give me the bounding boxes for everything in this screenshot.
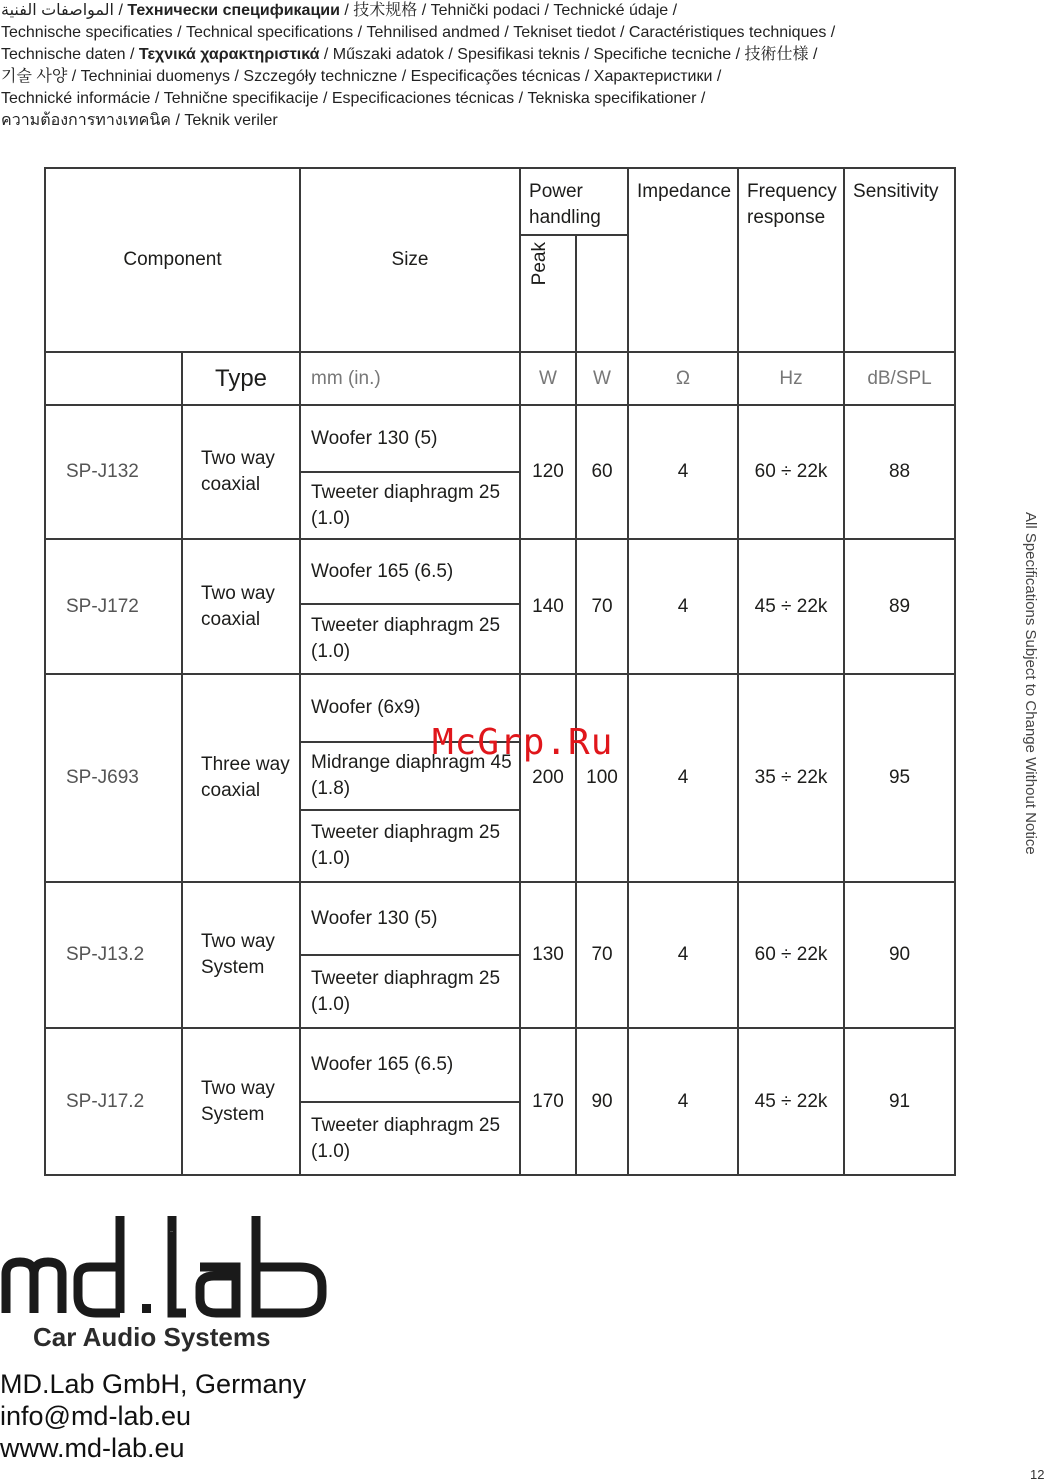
language-separator: /	[397, 68, 411, 85]
language-separator: /	[417, 2, 431, 19]
language-title: 技術仕様	[744, 46, 809, 63]
header-size: Size	[300, 168, 520, 352]
language-title: Technische specificaties	[1, 24, 173, 41]
part-cell: Midrange diaphragm 45 (1.8)	[300, 742, 520, 810]
page-number: 12	[1030, 1467, 1045, 1482]
frequency-cell: 35 ÷ 22k	[738, 674, 844, 882]
rms-cell: 70	[576, 882, 628, 1028]
units-blank	[45, 352, 182, 405]
impedance-cell: 4	[628, 882, 738, 1028]
spec-table	[44, 167, 956, 1176]
language-separator: /	[125, 46, 139, 63]
language-title: Tehnične specifikacije	[163, 90, 319, 107]
language-title: Tekniset tiedot	[513, 24, 616, 41]
type-cell: Two way coaxial	[182, 405, 300, 539]
md-lab-logo	[0, 1212, 330, 1322]
peak-cell: 200	[520, 674, 576, 882]
logo-wordmark: md.lab	[170, 1232, 174, 1233]
language-title: Tekniska specifikationer	[527, 90, 697, 107]
units-frequency: Hz	[738, 352, 844, 405]
language-separator: /	[67, 68, 81, 85]
units-size: mm (in.)	[300, 352, 520, 405]
type-cell: Three way coaxial	[182, 674, 300, 882]
language-title: Tehnilised andmed	[366, 24, 500, 41]
peak-label: Peak	[529, 242, 551, 286]
header-impedance: Impedance	[628, 168, 738, 352]
disclaimer-note: All Specifications Subject to Change Without Notice	[1022, 512, 1039, 855]
language-title: ความต้องการทางเทคนิค	[1, 112, 171, 129]
language-separator: /	[808, 46, 818, 63]
language-title: Technické údaje	[553, 2, 669, 19]
units-sensitivity: dB/SPL	[844, 352, 955, 405]
language-separator: /	[499, 24, 514, 41]
part-cell: Woofer 130 (5)	[300, 405, 520, 472]
model-cell: SP-J172	[45, 539, 182, 674]
language-separator: /	[615, 24, 629, 41]
frequency-cell: 60 ÷ 22k	[738, 405, 844, 539]
rms-cell: 90	[576, 1028, 628, 1175]
sensitivity-cell: 95	[844, 674, 955, 882]
part-cell: Woofer (6x9)	[300, 674, 520, 742]
language-separator: /	[580, 46, 594, 63]
units-rms: W	[576, 352, 628, 405]
language-separator: /	[731, 46, 745, 63]
header-power-handling: Power handling	[520, 168, 628, 235]
units-type: Type	[182, 352, 300, 405]
units-impedance: Ω	[628, 352, 738, 405]
language-separator: /	[319, 46, 333, 63]
language-separator: /	[353, 24, 367, 41]
rms-cell: 100	[576, 674, 628, 882]
header-frequency-response: Frequency response	[738, 168, 844, 352]
language-separator: /	[826, 24, 836, 41]
header-component: Component	[45, 168, 300, 352]
language-title: Технически спецификации	[127, 2, 340, 19]
table-row	[45, 539, 955, 604]
language-separator: /	[171, 112, 185, 129]
language-title: Technical specifications	[185, 24, 354, 41]
part-cell: Tweeter diaphragm 25 (1.0)	[300, 472, 520, 539]
language-separator: /	[540, 2, 554, 19]
language-title: Technische daten	[1, 46, 126, 63]
sensitivity-cell: 91	[844, 1028, 955, 1175]
language-separator: /	[712, 68, 722, 85]
logo-tagline: Car Audio Systems	[33, 1322, 271, 1352]
model-cell: SP-J693	[45, 674, 182, 882]
watermark: McGrp.Ru	[432, 722, 614, 763]
table-row	[45, 1028, 955, 1102]
rms-cell: 60	[576, 405, 628, 539]
type-cell: Two way System	[182, 1028, 300, 1175]
language-title: Τεχνικά χαρακτηριστικά	[138, 46, 320, 63]
model-cell: SP-J17.2	[45, 1028, 182, 1175]
language-title: Technické informácie	[1, 90, 151, 107]
language-title: المواصفات الفنية	[1, 2, 114, 19]
language-separator: /	[339, 2, 354, 19]
peak-cell: 120	[520, 405, 576, 539]
language-title: Teknik veriler	[184, 112, 278, 129]
type-cell: Two way System	[182, 882, 300, 1028]
frequency-cell: 45 ÷ 22k	[738, 539, 844, 674]
language-title: Techniniai duomenys	[80, 68, 231, 85]
rms-cell: 70	[576, 539, 628, 674]
language-separator: /	[696, 90, 706, 107]
sensitivity-cell: 90	[844, 882, 955, 1028]
language-separator: /	[580, 68, 594, 85]
units-peak: W	[520, 352, 576, 405]
impedance-cell: 4	[628, 1028, 738, 1175]
language-title: 기술 사양	[1, 68, 68, 85]
peak-cell: 170	[520, 1028, 576, 1175]
company-info	[0, 1368, 306, 1464]
language-title: Műszaki adatok	[332, 46, 444, 63]
language-separator: /	[172, 24, 186, 41]
part-cell: Tweeter diaphragm 25 (1.0)	[300, 1102, 520, 1175]
language-separator: /	[230, 68, 244, 85]
language-separator: /	[443, 46, 458, 63]
company-website[interactable]: www.md-lab.eu	[0, 1433, 185, 1463]
language-separator: /	[668, 2, 678, 19]
header-rms	[576, 235, 628, 352]
language-title: Especificações técnicas	[410, 68, 581, 85]
part-cell: Woofer 165 (6.5)	[300, 539, 520, 604]
header-sensitivity: Sensitivity	[844, 168, 955, 352]
company-name: MD.Lab GmbH, Germany	[0, 1369, 307, 1399]
language-title: Especificaciones técnicas	[331, 90, 515, 107]
frequency-cell: 60 ÷ 22k	[738, 882, 844, 1028]
impedance-cell: 4	[628, 405, 738, 539]
language-separator: /	[318, 90, 332, 107]
sensitivity-cell: 88	[844, 405, 955, 539]
language-title: Caractéristiques techniques	[628, 24, 827, 41]
table-row	[45, 882, 955, 955]
model-cell: SP-J132	[45, 405, 182, 539]
part-cell: Tweeter diaphragm 25 (1.0)	[300, 810, 520, 882]
impedance-cell: 4	[628, 539, 738, 674]
header-peak	[520, 235, 576, 352]
frequency-cell: 45 ÷ 22k	[738, 1028, 844, 1175]
part-cell: Tweeter diaphragm 25 (1.0)	[300, 955, 520, 1028]
sensitivity-cell: 89	[844, 539, 955, 674]
type-cell: Two way coaxial	[182, 539, 300, 674]
language-title: 技术规格	[353, 2, 418, 19]
peak-cell: 130	[520, 882, 576, 1028]
language-title: Характеристики	[593, 68, 713, 85]
model-cell: SP-J13.2	[45, 882, 182, 1028]
language-separator: /	[514, 90, 528, 107]
language-title: Tehnički podaci	[430, 2, 541, 19]
language-title: Specifiche tecniche	[593, 46, 732, 63]
language-title: Spesifikasi teknis	[457, 46, 580, 63]
part-cell: Woofer 130 (5)	[300, 882, 520, 955]
part-cell: Tweeter diaphragm 25 (1.0)	[300, 604, 520, 674]
peak-cell: 140	[520, 539, 576, 674]
language-separator: /	[150, 90, 164, 107]
table-row	[45, 405, 955, 472]
impedance-cell: 4	[628, 674, 738, 882]
language-list	[1, 0, 861, 132]
part-cell: Woofer 165 (6.5)	[300, 1028, 520, 1102]
language-separator: /	[114, 2, 128, 19]
company-email[interactable]: info@md-lab.eu	[0, 1401, 192, 1431]
language-title: Szczegóły techniczne	[243, 68, 398, 85]
